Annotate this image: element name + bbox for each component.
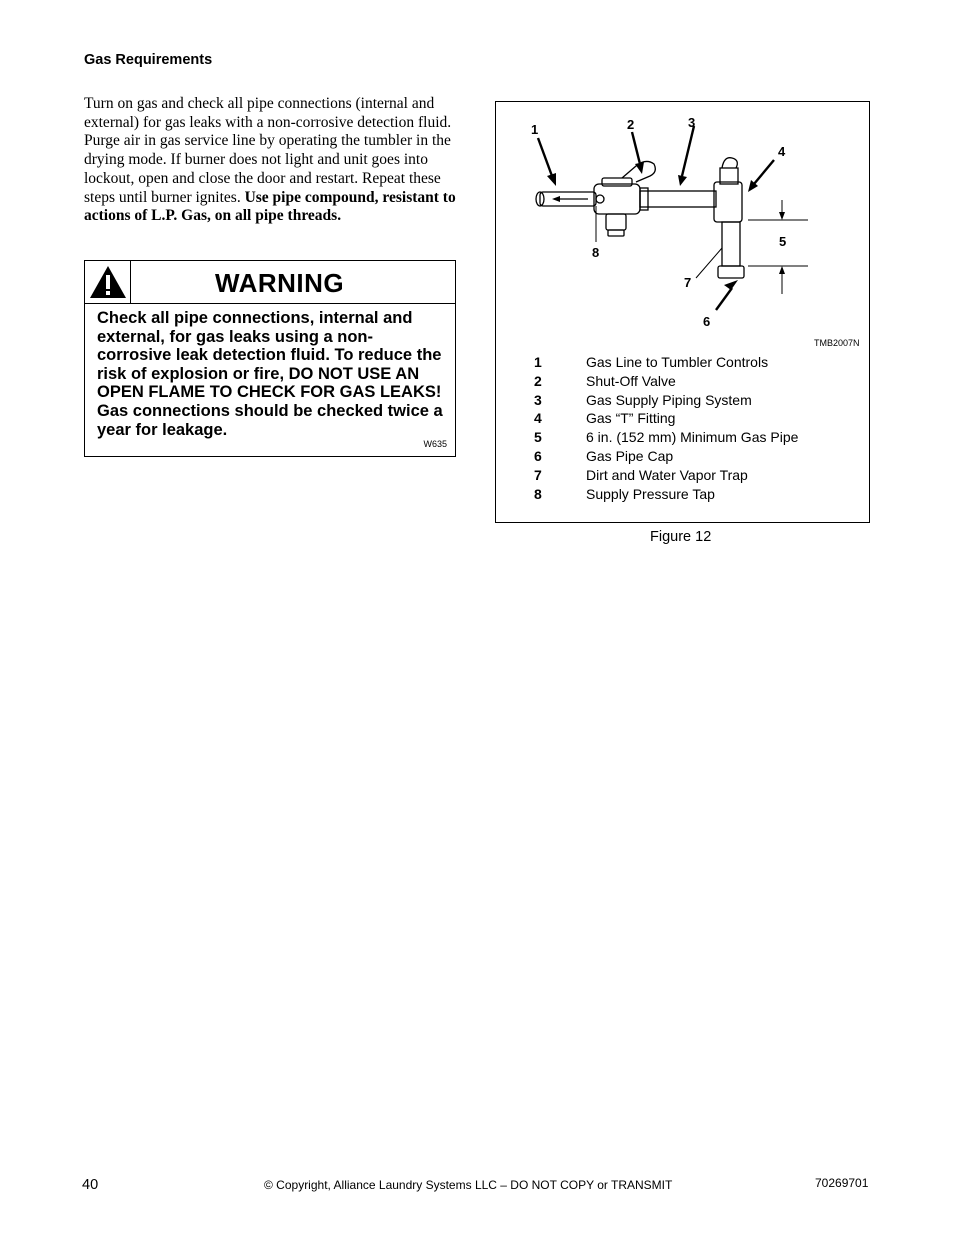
callout-8: 8 — [592, 245, 600, 260]
figure-caption: Figure 12 — [650, 529, 712, 545]
shut-off-valve-body — [594, 184, 640, 214]
figure-legend — [534, 354, 834, 504]
legend-item — [534, 448, 834, 467]
legend-num: 1 — [534, 354, 542, 370]
callout-4: 4 — [778, 144, 786, 159]
legend-num: 4 — [534, 410, 542, 427]
callout-2: 2 — [627, 117, 635, 132]
drip-leg-pipe — [722, 222, 740, 266]
legend-num: 2 — [534, 372, 542, 389]
legend-num: 7 — [534, 466, 542, 483]
figure-box — [495, 101, 870, 523]
legend-item — [534, 392, 834, 411]
legend-label: 6 in. (152 mm) Minimum Gas Pipe — [586, 429, 799, 446]
warning-text: Check all pipe connections, internal and external, for gas leaks using a non-corrosive leak detection fluid. To reduce the risk of explosion or fire, DO NOT USE AN OPEN FLAME TO CHECK FOR GAS LEAKS! Gas connections should be checked twice a year for leakage. — [97, 309, 443, 439]
callout-5: 5 — [779, 234, 787, 249]
legend-label: Gas “T” Fitting — [586, 410, 676, 427]
legend-label: Gas Supply Piping System — [586, 391, 752, 408]
footer-doc-number: 70269701 — [815, 1176, 869, 1190]
callout-7: 7 — [684, 275, 692, 290]
legend-num: 3 — [534, 391, 542, 408]
warning-triangle-icon — [88, 264, 128, 300]
callout-3: 3 — [688, 115, 696, 130]
legend-label: Shut-Off Valve — [586, 372, 676, 389]
warning-box — [84, 260, 456, 457]
callout-1: 1 — [531, 122, 539, 137]
body-text-bold: Use pipe compound, resistant to actions of L.P. Gas, on all pipe threads. — [84, 188, 456, 225]
legend-item — [534, 354, 834, 373]
legend-num: 8 — [534, 485, 542, 502]
body-text-plain: Turn on gas and check all pipe connections (internal and external) for gas leaks with a non-corrosive detection fluid. Purge air in gas service line by operating the tumbler in the drying mode. If burner does not light and unit goes into lockout, open and close the door and restart. Repeat these steps until burner ignites. — [84, 95, 452, 206]
legend-label: Gas Line to Tumbler Controls — [586, 354, 769, 370]
legend-label: Dirt and Water Vapor Trap — [586, 466, 748, 483]
legend-item — [534, 467, 834, 486]
figure-code: TMB2007N — [814, 338, 860, 348]
legend-num: 5 — [534, 429, 542, 446]
legend-item — [534, 429, 834, 448]
gas-piping-diagram — [496, 102, 869, 342]
warning-title: WARNING — [215, 268, 345, 298]
legend-num: 6 — [534, 447, 542, 464]
pipe-cap — [718, 266, 744, 278]
warning-header — [85, 261, 455, 304]
legend-label: Gas Pipe Cap — [586, 447, 674, 464]
body-paragraph — [84, 95, 456, 226]
legend-item — [534, 373, 834, 392]
callout-6: 6 — [703, 314, 711, 329]
legend-label: Supply Pressure Tap — [586, 485, 715, 502]
legend-item — [534, 486, 834, 505]
supply-pipe — [640, 191, 716, 207]
warning-icon-cell — [85, 261, 131, 303]
t-fitting — [714, 182, 742, 222]
legend-item — [534, 410, 834, 429]
footer-page-number: 40 — [82, 1177, 99, 1193]
pressure-tap — [596, 195, 604, 203]
warning-code: W635 — [423, 439, 447, 449]
footer-copyright: © Copyright, Alliance Laundry Systems LLC – DO NOT COPY or TRANSMIT — [264, 1178, 673, 1192]
section-title: Gas Requirements — [84, 52, 213, 68]
